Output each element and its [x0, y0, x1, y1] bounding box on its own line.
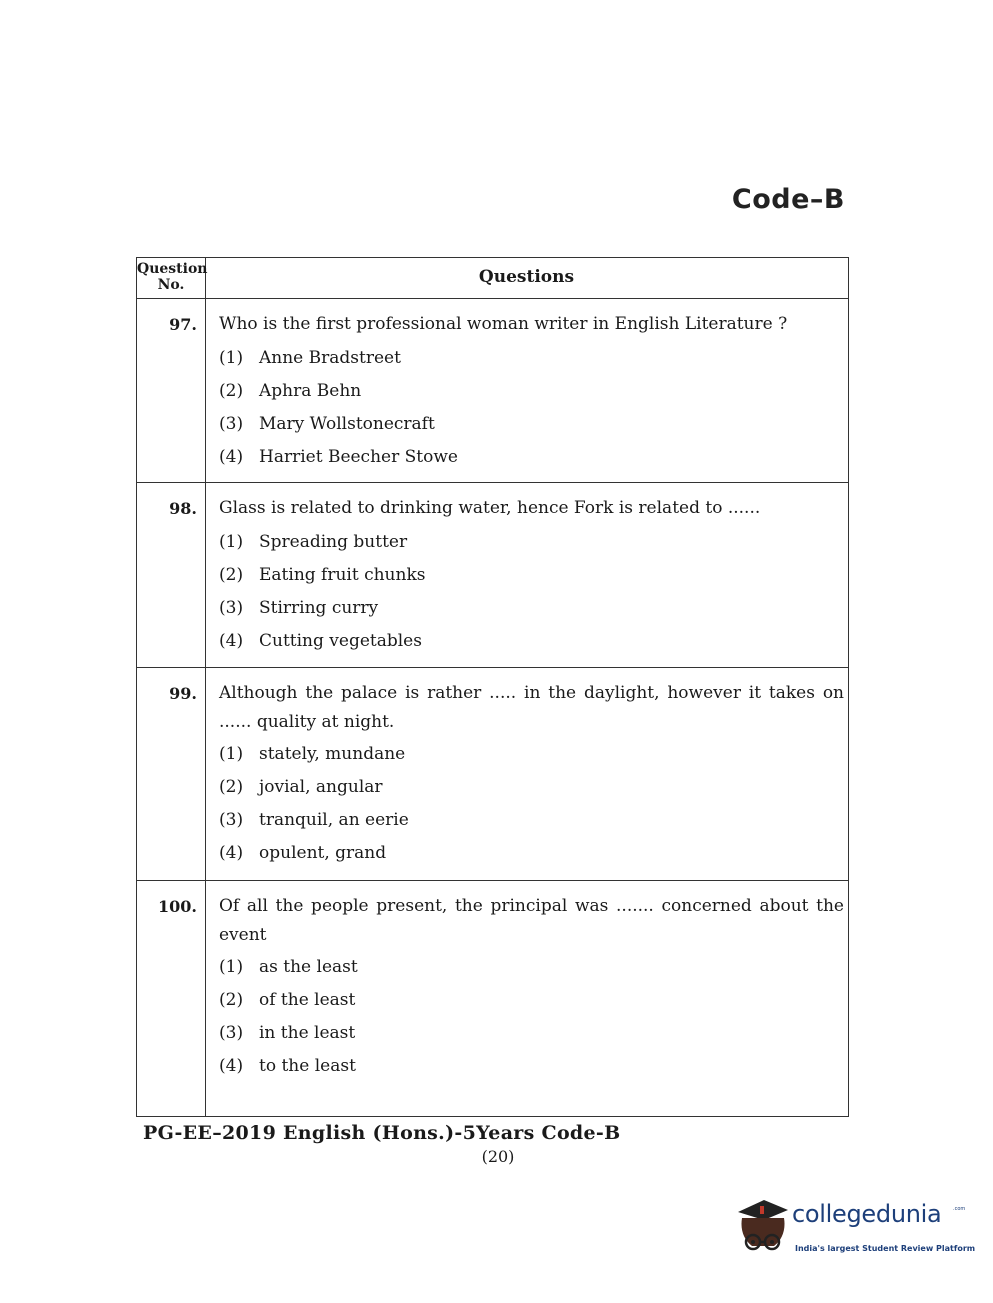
option-2: (2) Aphra Behn: [219, 381, 362, 401]
question-text: Who is the first professional woman writer in English Literature ?: [219, 314, 788, 334]
option-1: (1) Anne Bradstreet: [219, 348, 401, 368]
question-text: Glass is related to drinking water, hence Fork is related to ......: [219, 498, 761, 518]
footer-title: PG-EE–2019 English (Hons.)-5Years Code-B: [143, 1122, 621, 1144]
row-divider: [137, 482, 848, 483]
logo-tagline: India's largest Student Review Platform: [795, 1244, 976, 1253]
option-4: (4) opulent, grand: [219, 843, 387, 863]
row-divider: [137, 667, 848, 668]
mascot-icon: [734, 1196, 794, 1258]
table-header: [137, 258, 848, 299]
logo-wordmark: collegedunia: [792, 1200, 942, 1228]
logo-domain-suffix: .com: [953, 1206, 966, 1212]
header-questions: Questions: [478, 267, 575, 287]
option-1: (1) stately, mundane: [219, 744, 406, 764]
option-3: (3) Stirring curry: [219, 598, 379, 618]
row-divider: [137, 880, 848, 881]
paper-code: Code–B: [731, 184, 845, 215]
header-question-no: Question No.: [137, 261, 208, 293]
option-1: (1) as the least: [219, 957, 358, 977]
questions-table: [136, 257, 849, 1117]
option-2: (2) of the least: [219, 990, 356, 1010]
option-3: (3) tranquil, an eerie: [219, 810, 409, 830]
option-1: (1) Spreading butter: [219, 532, 408, 552]
question-text: Although the palace is rather ..... in the daylight, however it takes on ...... quality at night.: [219, 683, 844, 732]
question-number: 97.: [169, 315, 197, 334]
collegedunia-logo: [734, 1196, 976, 1266]
question-number: 100.: [158, 897, 197, 916]
option-2: (2) Eating fruit chunks: [219, 565, 426, 585]
question-text: Of all the people present, the principal was ....... concerned about the event: [219, 896, 844, 945]
option-4: (4) Cutting vegetables: [219, 631, 422, 651]
option-3: (3) in the least: [219, 1023, 356, 1043]
option-4: (4) to the least: [219, 1056, 356, 1076]
option-4: (4) Harriet Beecher Stowe: [219, 447, 458, 467]
question-number: 99.: [169, 684, 197, 703]
question-number: 98.: [169, 499, 197, 518]
page-number: (20): [481, 1147, 515, 1166]
option-2: (2) jovial, angular: [219, 777, 383, 797]
option-3: (3) Mary Wollstonecraft: [219, 414, 435, 434]
column-divider: [205, 258, 206, 1116]
